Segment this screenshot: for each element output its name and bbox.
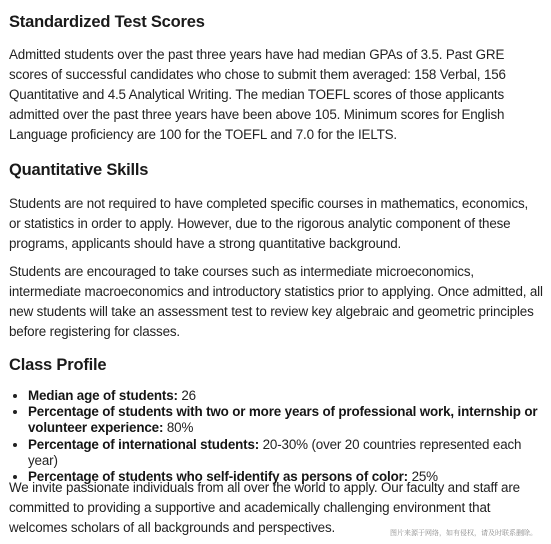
heading-standardized-test-scores: Standardized Test Scores [9, 13, 205, 31]
watermark-text: 图片来源于网络，如有侵权，请及时联系删除。 [390, 529, 537, 537]
profile-item-value: 26 [177, 388, 196, 403]
test-scores-paragraph: Admitted students over the past three years have had median GPAs of 3.5. Past GRE scores of successful candidates who chose to submit them averaged: 158 Verbal, 156 Quantitative and 4.5 Analytical Writing. The median TOEFL scores of those applicants admitted over the past three years have been above 105. Minimum scores for English Language proficiency are 100 for the TOEFL and 7.0 for the IELTS. [9, 47, 506, 142]
list-item [28, 388, 545, 404]
profile-item-label: Percentage of international students: [28, 436, 260, 452]
profile-item-value: 20-30% (over 20 countries represented each year) [28, 436, 522, 468]
quantitative-skills-paragraph-2: Students are encouraged to take courses such as intermediate microeconomics, intermediate macroeconomics and introductory statistics prior to applying. Once admitted, all new students will take an assessment test to review key algebraic and geometric principles before registering for classes. [9, 264, 543, 339]
profile-item-label: Median age of students: [28, 388, 178, 403]
profile-item-label: Percentage of students with two or more years of professional work, internship or volunteer experience: [28, 404, 538, 436]
heading-quantitative-skills: Quantitative Skills [9, 161, 149, 179]
quantitative-skills-paragraph-1: Students are not required to have completed specific courses in mathematics, economics, or statistics in order to apply. However, due to the rigorous analytic component of these programs, applicants should have a strong quantitative background. [9, 196, 529, 251]
profile-item-value: 25% [408, 469, 438, 485]
profile-item-label: Percentage of students who self-identify as persons of color: [28, 469, 408, 485]
profile-item-value: 80% [163, 420, 194, 436]
list-item [28, 437, 545, 469]
closing-paragraph: We invite passionate individuals from all over the world to apply. Our faculty and staff are committed to providing a supportive and academically challenging environment that welcomes scholars of all backgrounds and perspectives. [9, 480, 520, 535]
heading-class-profile: Class Profile [9, 356, 107, 374]
class-profile-list [9, 388, 545, 485]
list-item [28, 404, 545, 436]
